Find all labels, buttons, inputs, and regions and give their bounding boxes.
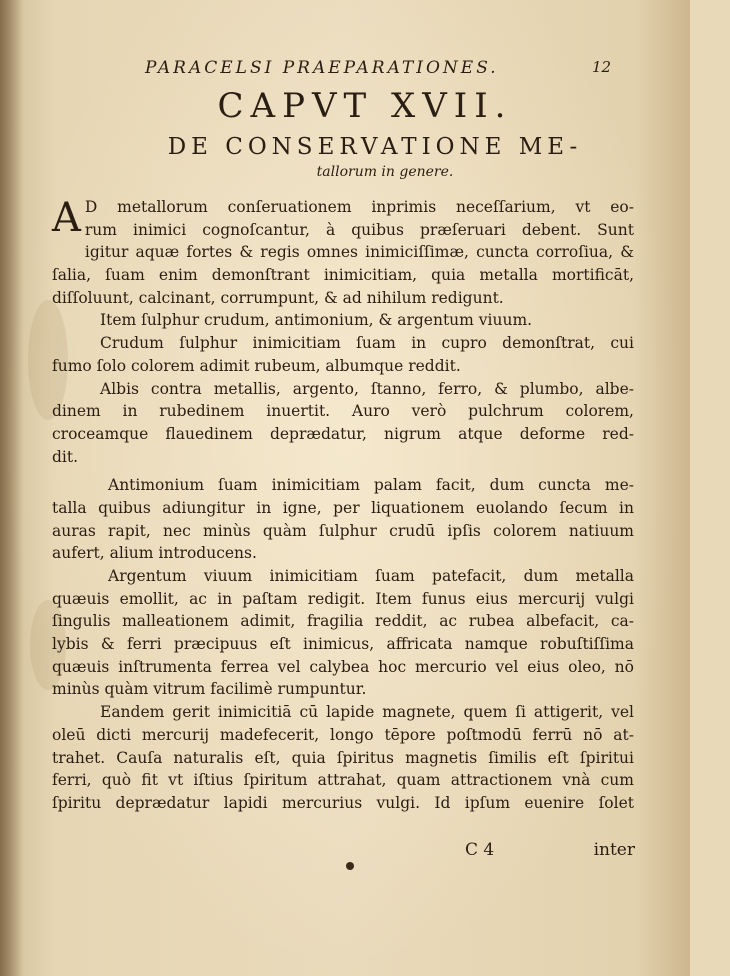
chapter-heading: CAPVT XVII. bbox=[217, 86, 513, 126]
text-line: fumo ſolo colorem adimit rubeum, albumque reddit. bbox=[52, 356, 461, 375]
text-line: Crudum ſulphur inimicitiam ſuam in cupro demonſtrat, cui bbox=[100, 334, 634, 353]
text-line: Antimonium ſuam inimicitiam palam facit, dum cuncta me- bbox=[108, 476, 634, 495]
text-line: trahet. Cauſa naturalis eſt, quia ſpiritus magnetis ſimilis eſt ſpiritui bbox=[52, 748, 634, 767]
text-line: Argentum viuum inimicitiam ſuam patefacit, dum metalla bbox=[108, 567, 634, 585]
text-line: ferri, quò fit vt iſtius ſpiritum attrahat, quam attractionem vnà cum bbox=[52, 771, 634, 790]
text-line: ſpiritu deprædatur lapidi mercurius vulgi. Id ipſum euenire ſolet bbox=[52, 793, 634, 812]
text-line: Albis contra metallis, argento, ſtanno, ferro, & plumbo, albe- bbox=[100, 379, 634, 398]
text-line: dit. bbox=[52, 447, 79, 466]
text-line: quæuis emollit, ac in paſtam redigit. Item funus eius mercurij vulgi bbox=[52, 589, 634, 608]
text-line: aufert, alium introducens. bbox=[52, 544, 257, 563]
text-line: croceamque flauedinem deprædatur, nigrum atque deforme red- bbox=[52, 424, 634, 443]
text-line: diſſoluunt, calcinant, corrumpunt, & ad nihilum redigunt. bbox=[52, 288, 504, 307]
page-number: 12 bbox=[592, 58, 612, 76]
text-line: oleū dicti mercurij madefecerit, longo tēpore poſtmodū ferrū nō at- bbox=[52, 725, 634, 744]
drop-cap: A bbox=[52, 195, 81, 241]
text-line: dinem in rubedinem inuertit. Auro verò pulchrum colorem, bbox=[52, 402, 634, 421]
text-line: auras rapit, nec minùs quàm ſulphur crudū ipſis colorem natiuum bbox=[52, 521, 634, 540]
text-line: Eandem gerit inimicitiā cū lapide magnete, quem ſi attigerit, vel bbox=[100, 703, 634, 722]
text-line: ſalia, ſuam enim demonſtrant inimicitiam, quia metalla mortificāt, bbox=[52, 266, 634, 285]
page-footer bbox=[465, 840, 635, 864]
text-line: talla quibus adiungitur in igne, per liquationem euolando ſecum in bbox=[52, 498, 634, 517]
text-line: Item ſulphur crudum, antimonium, & argentum viuum. bbox=[100, 311, 533, 330]
text-line: ſingulis malleationem adimit, fragilia reddit, ac rubea albefacit, ca- bbox=[52, 612, 634, 631]
catchword: inter bbox=[593, 840, 635, 860]
text-line: igitur aquæ fortes & regis omnes inimiciſſimæ, cuncta corroſiua, & bbox=[84, 243, 634, 262]
body-text bbox=[52, 196, 634, 815]
text-line: lybis & ferri præcipuus eſt inimicus, affricata namque robuſtiſſima bbox=[52, 635, 634, 654]
running-head: PARACELSI PRAEPARATIONES. bbox=[145, 58, 499, 78]
text-line: minùs quàm vitrum facilimè rumpuntur. bbox=[52, 680, 367, 699]
ink-dot bbox=[346, 862, 354, 870]
chapter-title-continuation: tallorum in genere. bbox=[316, 164, 454, 180]
signature-mark: C 4 bbox=[465, 840, 495, 860]
text-line: rum inimici cognoſcantur, à quibus præſeruari debent. Sunt bbox=[84, 220, 634, 239]
text-line: quæuis inſtrumenta ferrea vel calybea hoc mercurio vel eius oleo, nō bbox=[52, 657, 634, 676]
chapter-title: DE CONSERVATIONE ME- bbox=[167, 134, 583, 160]
text-line: A D metallorum conſeruationem inprimis neceſſarium, vt eo- bbox=[52, 195, 634, 241]
